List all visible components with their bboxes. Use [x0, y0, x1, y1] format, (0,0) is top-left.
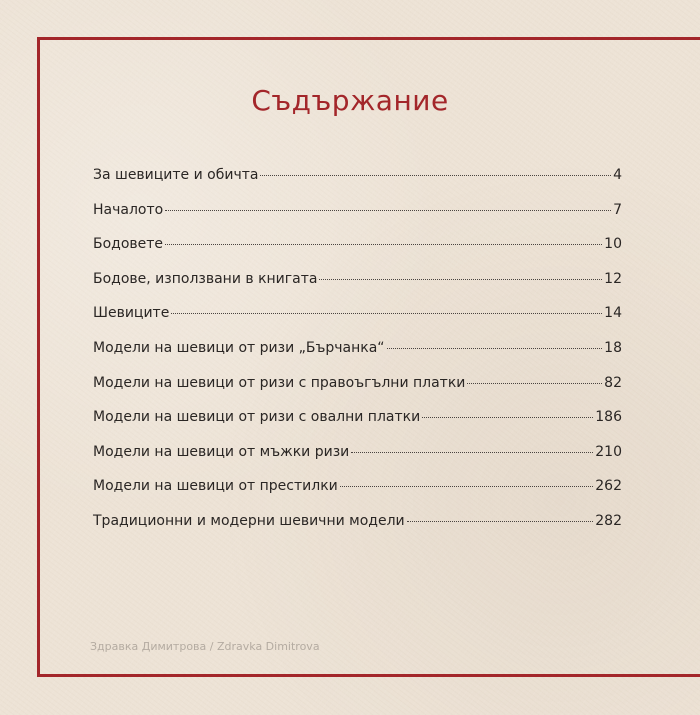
- dot-leader: [165, 243, 602, 245]
- toc-entry[interactable]: [93, 267, 622, 302]
- toc-entry-label: Модели на шевици от ризи с овални платки: [93, 409, 421, 426]
- toc-entry-label: Традиционни и модерни шевични модели: [93, 512, 405, 529]
- toc-entry-label: Бодове, използвани в книгата: [93, 270, 318, 287]
- toc-entry-label: За шевиците и обичта: [93, 167, 259, 183]
- toc-entry-page: 14: [604, 305, 622, 322]
- dot-leader: [351, 451, 593, 453]
- dot-leader: [387, 347, 603, 349]
- dot-leader: [407, 520, 594, 522]
- page-title: Съдържание: [251, 84, 449, 117]
- toc-entry[interactable]: [93, 371, 622, 406]
- dot-leader: [467, 382, 602, 384]
- toc-entry-page: 282: [595, 512, 622, 529]
- dot-leader: [165, 209, 611, 211]
- dot-leader: [340, 485, 594, 487]
- table-of-contents: [93, 163, 622, 544]
- toc-entry-page: 10: [604, 236, 622, 253]
- dot-leader: [260, 174, 611, 176]
- dot-leader: [319, 278, 602, 280]
- toc-entry-page: 12: [604, 270, 622, 287]
- toc-entry-label: Шевиците: [93, 305, 170, 322]
- toc-entry-label: Бодовете: [93, 236, 164, 253]
- dot-leader: [171, 312, 602, 314]
- toc-entry[interactable]: [93, 440, 622, 475]
- toc-entry-label: Модели на шевици от ризи с правоъгълни платки: [93, 374, 466, 391]
- toc-entry[interactable]: [93, 405, 622, 440]
- toc-entry-page: 186: [595, 409, 622, 426]
- toc-entry-page: 82: [604, 374, 622, 391]
- toc-entry[interactable]: [93, 163, 622, 198]
- toc-entry[interactable]: [93, 232, 622, 267]
- toc-entry-page: 18: [604, 339, 622, 356]
- toc-entry-page: 7: [613, 201, 622, 218]
- toc-entry-label: Модели на шевици от престилки: [93, 478, 338, 495]
- toc-entry[interactable]: [93, 301, 622, 336]
- toc-entry-page: 210: [595, 443, 622, 460]
- toc-entry[interactable]: [93, 474, 622, 509]
- toc-entry-label: Модели на шевици от мъжки ризи: [93, 443, 350, 460]
- author-footer: Здравка Димитрова / Zdravka Dimitrova: [90, 640, 320, 653]
- toc-entry-label: Началото: [93, 201, 164, 218]
- toc-entry-page: 262: [595, 478, 622, 495]
- dot-leader: [422, 416, 593, 418]
- toc-entry-label: Модели на шевици от ризи „Бърчанка“: [93, 339, 385, 356]
- toc-entry[interactable]: [93, 509, 622, 544]
- toc-entry[interactable]: [93, 198, 622, 233]
- toc-entry[interactable]: [93, 336, 622, 371]
- toc-entry-page: 4: [613, 167, 622, 183]
